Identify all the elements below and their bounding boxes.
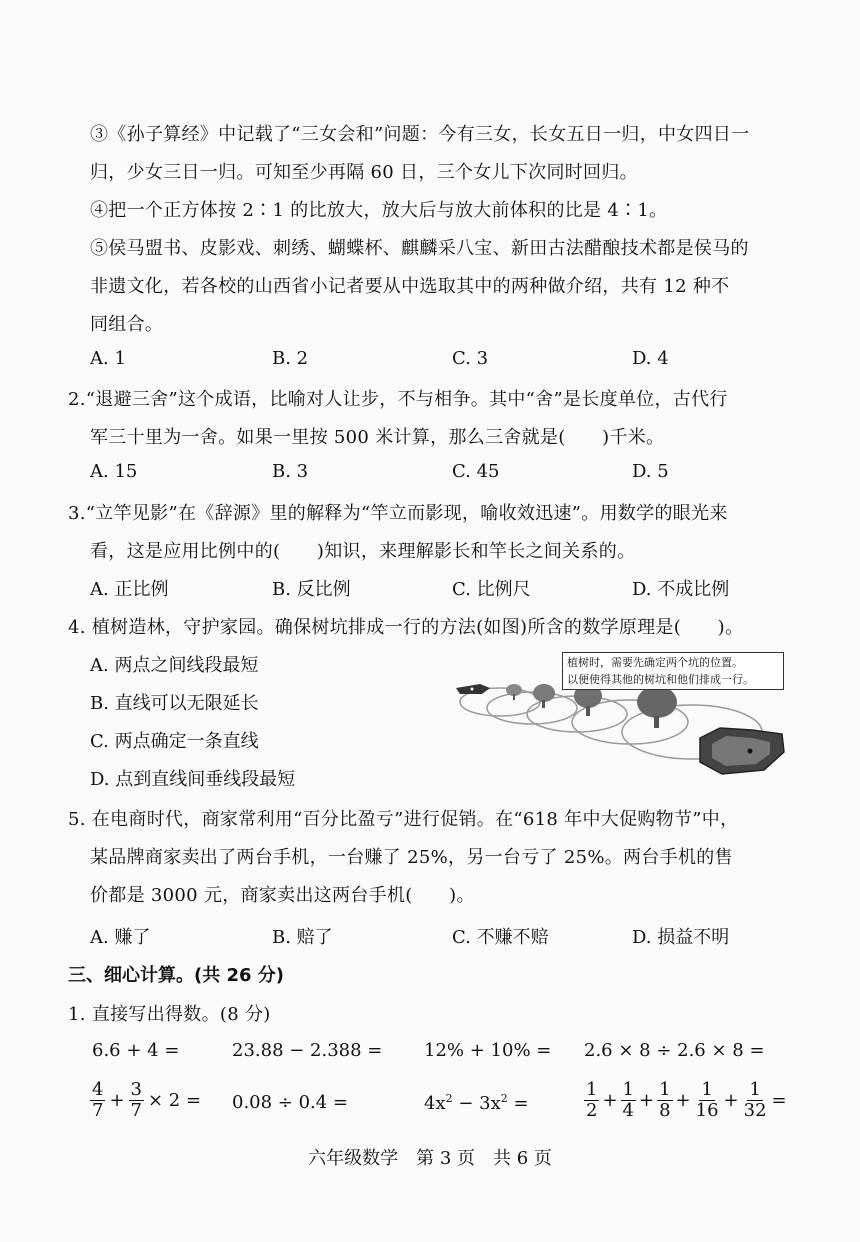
fraction: $\frac{1}{32}$ <box>743 1079 767 1121</box>
calc-1-4: 2.6 × 8 ÷ 2.6 × 8 = <box>584 1040 765 1061</box>
section-3-title: 三、细心计算。(共 26 分) <box>68 965 285 986</box>
plus-sign: + <box>723 1090 739 1111</box>
exponent: 2 <box>445 1092 453 1105</box>
calc-2-1 <box>90 1080 201 1121</box>
q2-option-c: C. 45 <box>452 461 500 482</box>
term-3x: − 3x <box>452 1093 501 1114</box>
q5-option-b: B. 赔了 <box>272 927 333 948</box>
q3-option-a: A. 正比例 <box>90 579 169 600</box>
q2-line1: 2.“退避三舍”这个成语，比喻对人让步，不与相争。其中“舍”是长度单位，古代行 <box>68 389 728 410</box>
q1-option-a: A. 1 <box>90 348 126 369</box>
statement-3-line1: ③《孙子算经》中记载了“三女会和”问题：今有三女，长女五日一归，中女四日一 <box>90 124 750 145</box>
q5-option-a: A. 赚了 <box>90 927 151 948</box>
equals: = <box>771 1090 787 1111</box>
calc-2-2: 0.08 ÷ 0.4 = <box>232 1092 349 1113</box>
q4-option-a: A. 两点之间线段最短 <box>90 655 259 676</box>
q4-option-d: D. 点到直线间垂线段最短 <box>90 769 296 790</box>
plus-sign: + <box>639 1090 655 1111</box>
q3-option-d: D. 不成比例 <box>632 579 730 600</box>
q4-option-c: C. 两点确定一条直线 <box>90 731 259 752</box>
q4-line1: 4. 植树造林，守护家园。确保树坑排成一行的方法(如图)所含的数学原理是( )。 <box>68 617 744 638</box>
statement-5-line1: ⑤侯马盟书、皮影戏、刺绣、蝴蝶杯、麒麟采八宝、新田古法醋酿技术都是侯马的 <box>90 238 749 259</box>
q2-option-d: D. 5 <box>632 461 669 482</box>
q1-option-b: B. 2 <box>272 348 309 369</box>
calc-1-1: 6.6 + 4 = <box>92 1040 180 1061</box>
fraction: $\frac{1}{2}$ <box>586 1079 598 1121</box>
calc-1-3: 12% + 10% = <box>424 1040 552 1061</box>
q3-line1: 3.“立竿见影”在《辞源》里的解释为“竿立而影现，喻收效迅速”。用数学的眼光来 <box>68 503 728 524</box>
statement-3-line2: 归，少女三日一归。可知至少再隔 60 日，三个女儿下次同时回归。 <box>90 162 638 183</box>
figure-caption-line1: 植树时，需要先确定两个坑的位置。 <box>567 656 743 669</box>
q2-line2: 军三十里为一舍。如果一里按 500 米计算，那么三舍就是( )千米。 <box>90 427 665 448</box>
q3-option-b: B. 反比例 <box>272 579 351 600</box>
q5-line3: 价都是 3000 元，商家卖出这两台手机( )。 <box>90 885 475 906</box>
q2-option-a: A. 15 <box>90 461 138 482</box>
fraction: $\frac{1}{16}$ <box>695 1079 719 1121</box>
calc-1-2: 23.88 − 2.388 = <box>232 1040 383 1061</box>
calc-2-3 <box>424 1092 529 1114</box>
section-3-sub1: 1. 直接写出得数。(8 分) <box>68 1004 271 1025</box>
q3-option-c: C. 比例尺 <box>452 579 531 600</box>
figure-caption <box>562 652 784 690</box>
q5-option-d: D. 损益不明 <box>632 927 730 948</box>
fraction: $\frac{3}{7}$ <box>130 1079 142 1121</box>
calc-tail: × 2 = <box>148 1090 202 1111</box>
q2-option-b: B. 3 <box>272 461 309 482</box>
plus-sign: + <box>602 1090 618 1111</box>
plus-sign: + <box>675 1090 691 1111</box>
q5-line2: 某品牌商家卖出了两台手机，一台赚了 25%，另一台亏了 25%。两台手机的售 <box>90 847 733 868</box>
tree-planting-figure <box>452 650 792 778</box>
q1-option-d: D. 4 <box>632 348 669 369</box>
fraction: $\frac{4}{7}$ <box>92 1079 104 1121</box>
exponent: 2 <box>500 1092 508 1105</box>
page-footer: 六年级数学 第 3 页 共 6 页 <box>308 1148 552 1169</box>
plus-sign: + <box>109 1090 125 1111</box>
q5-line1: 5. 在电商时代，商家常利用“百分比盈亏”进行促销。在“618 年中大促购物节”中， <box>68 809 739 830</box>
q4-option-b: B. 直线可以无限延长 <box>90 693 259 714</box>
q5-option-c: C. 不赚不赔 <box>452 927 549 948</box>
calc-2-4 <box>584 1080 787 1121</box>
fraction: $\frac{1}{8}$ <box>659 1079 671 1121</box>
statement-4: ④把一个正方体按 2∶1 的比放大，放大后与放大前体积的比是 4∶1。 <box>90 200 668 221</box>
equals: = <box>507 1093 529 1114</box>
q1-option-c: C. 3 <box>452 348 489 369</box>
figure-caption-line2: 以便使得其他的树坑和他们排成一行。 <box>567 673 754 686</box>
fraction: $\frac{1}{4}$ <box>622 1079 634 1121</box>
q3-line2: 看，这是应用比例中的( )知识，来理解影长和竿长之间关系的。 <box>90 541 636 562</box>
term-4x: 4x <box>424 1093 446 1114</box>
statement-5-line3: 同组合。 <box>90 314 164 335</box>
statement-5-line2: 非遗文化，若各校的山西省小记者要从中选取其中的两种做介绍，共有 12 种不 <box>90 276 730 297</box>
